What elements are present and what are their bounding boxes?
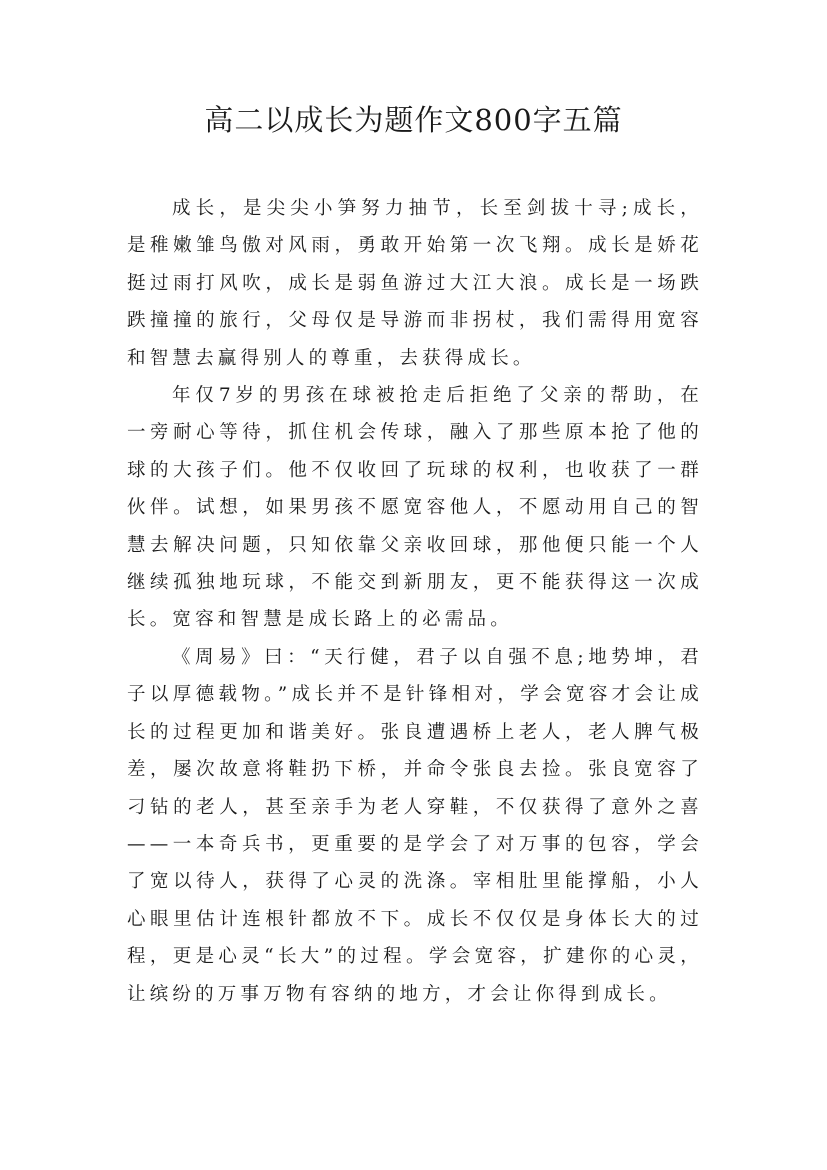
paragraph-1: 成长，是尖尖小笋努力抽节，长至剑拔十寻;成长，是稚嫩雏鸟傲对风雨，勇敢开始第一次飞翔。成长是娇花挺过雨打风吹，成长是弱鱼游过大江大浪。成长是一场跌跌撞撞的旅行，父母仅是导游而非拐杖，我们需得用宽容和智慧去赢得别人的尊重，去获得成长。 (127, 198, 703, 369)
paragraph-2: 年仅7岁的男孩在球被抢走后拒绝了父亲的帮助，在一旁耐心等待，抓住机会传球，融入了那些原本抢了他的球的大孩子们。他不仅收回了玩球的权利，也收获了一群伙伴。试想，如果男孩不愿宽容他人，不愿动用自己的智慧去解决问题，只知依靠父亲收回球，那他便只能一个人继续孤独地玩球，不能交到新朋友，更不能获得这一次成长。宽容和智慧是成长路上的必需品。 (127, 385, 703, 631)
document-body (127, 190, 703, 1013)
paragraph-3: 《周易》曰：“天行健，君子以自强不息;地势坤，君子以厚德载物。”成长并不是针锋相对，学会宽容才会让成长的过程更加和谐美好。张良遭遇桥上老人，老人脾气极差，屡次故意将鞋扔下桥，并命令张良去捡。张良宽容了刁钻的老人，甚至亲手为老人穿鞋，不仅获得了意外之喜——一本奇兵书，更重要的是学会了对万事的包容，学会了宽以待人，获得了心灵的洗涤。宰相肚里能撑船，小人心眼里估计连根针都放不下。成长不仅仅是身体长大的过程，更是心灵“长大”的过程。学会宽容，扩建你的心灵，让缤纷的万事万物有容纳的地方，才会让你得到成长。 (127, 646, 703, 1005)
document-title: 高二以成长为题作文800字五篇 (204, 103, 623, 137)
